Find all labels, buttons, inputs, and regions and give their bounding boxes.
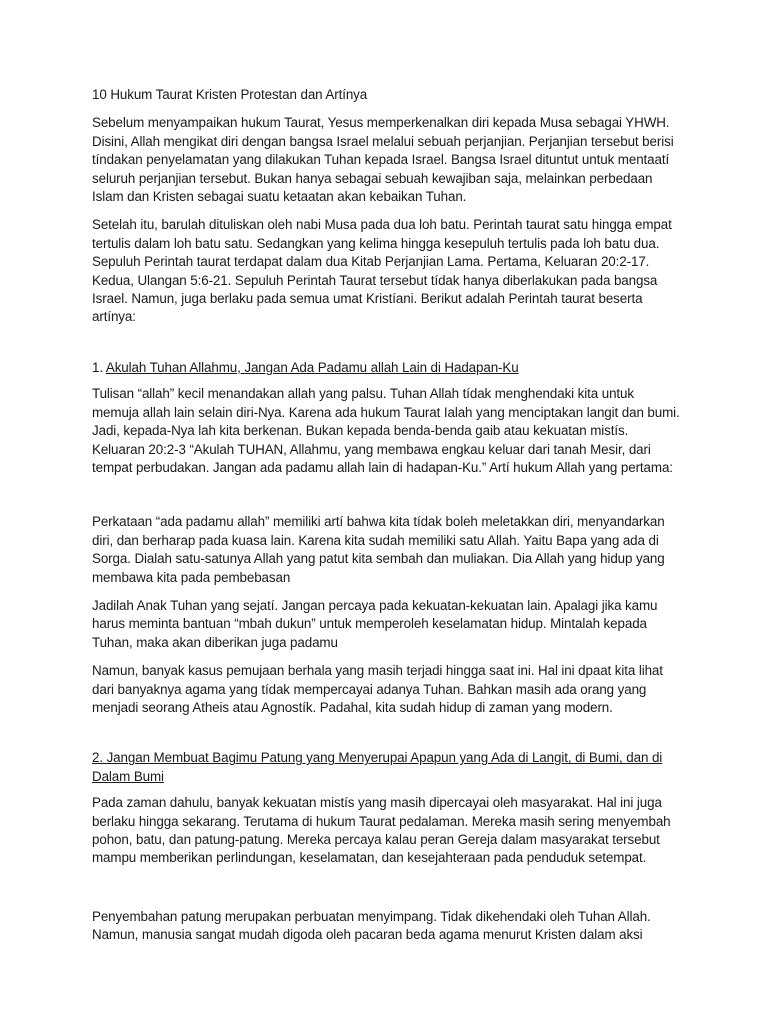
section-2-paragraph-1: Pada zaman dahulu, banyak kekuatan mistís yang masih dipercayai oleh masyarakat. Hal ini juga berlaku hingga sekarang. Terutama di hukum Taurat pedalaman. Mereka masih sering menyembah pohon, batu, dan patung-patung. Mereka percaya kalau peran Gereja dalam masyarakat tersebut mampu memberikan perlindungan, keselamatan, dan kesejahteraan pada penduduk setempat. [92, 795, 671, 866]
section-1-heading [92, 359, 682, 377]
section-2-heading [92, 749, 682, 786]
document-title: 10 Hukum Taurat Kristen Protestan dan Artínya [92, 87, 368, 102]
spacer [92, 337, 682, 359]
section-2-paragraph-2: Penyembahan patung merupakan perbuatan menyimpang. Tidak dikehendaki oleh Tuhan Allah. Namun, manusia sangat mudah digoda oleh pacaran beda agama menurut Kristen dalam aksi [92, 908, 651, 943]
intro-paragraph-1: Sebelum menyampaikan hukum Taurat, Yesus memperkenalkan diri kepada Musa sebagai YHWH. Disini, Allah mengikat diri dengan bangsa Israel melalui sebuah perjanjian. Perjanjian tersebut berisi tíndakan penyelamatan yang dilakukan Tuhan kepada Israel. Bangsa Israel dituntut untuk mentaatí seluruh perjanjian tersebut. Bukan hanya sebagai sebuah kewajiban saja, melainkan perbedaan Islam dan Kristen sebagai suatu ketaatan akan kebaikan Tuhan. [92, 115, 674, 205]
section-1-paragraph-4: Namun, banyak kasus pemujaan berhala yang masih terjadi hingga saat ini. Hal ini dpaat kita lihat dari banyaknya agama yang tídak mempercayai adanya Tuhan. Bahkan masih ada orang yang menjadi seorang Atheis atau Agnostík. Padahal, kita sudah hidup di zaman yang modern. [92, 663, 663, 715]
section-1-number: 1. [92, 359, 106, 375]
section-2-title: 2. Jangan Membuat Bagimu Patung yang Menyerupai Apapun yang Ada di Langit, di Bumi, dan di Dalam Bumi [92, 750, 663, 784]
intro-paragraph-2: Setelah itu, barulah dituliskan oleh nabi Musa pada dua loh batu. Perintah taurat satu hingga empat tertulis dalam loh batu satu. Sedangkan yang kelima hingga kesepuluh tertulis pada loh batu dua. Sepuluh Perintah taurat terdapat dalam dua Kitab Perjanjian Lama. Pertama, Keluaran 20:2-17. Kedua, Ulangan 5:6-21. Sepuluh Perintah Taurat tersebut tídak hanya diberlakukan pada bangsa Israel. Namun, juga berlaku pada semua umat Kristíani. Berikut adalah Perintah taurat beserta artínya: [92, 217, 672, 325]
section-1-paragraph-1: Tulisan “allah” kecil menandakan allah yang palsu. Tuhan Allah tídak menghendaki kita untuk memuja allah lain selain diri-Nya. Karena ada hukum Taurat Ialah yang menciptakan langit dan bumi. Jadi, kepada-Nya lah kita berkenan. Bukan kepada benda-benda gaib atau kekuatan mistís. Keluaran 20:2-3 “Akulah TUHAN, Allahmu, yang membawa engkau keluar dari tanah Mesir, dari tempat perbudakan. Jangan ada padamu allah lain di hadapan-Ku.” Artí hukum Allah yang pertama: [92, 386, 680, 475]
document-page [92, 86, 682, 955]
section-1-paragraph-2: Perkataan “ada padamu allah” memiliki artí bahwa kita tídak boleh meletakkan diri, menyandarkan diri, dan berharap pada kuasa lain. Karena kita sudah memiliki satu Allah. Yaitu Bapa yang ada di Sorga. Dialah satu-satunya Allah yang patut kita sembah dan muliakan. Dia Allah yang hidup yang membawa kita pada pembebasan [92, 514, 665, 585]
spacer [92, 727, 682, 749]
section-1-title: Akulah Tuhan Allahmu, Jangan Ada Padamu allah Lain di Hadapan-Ku [105, 359, 519, 375]
spacer [92, 487, 682, 513]
spacer [92, 878, 682, 908]
section-1-paragraph-3: Jadilah Anak Tuhan yang sejatí. Jangan percaya pada kekuatan-kekuatan lain. Apalagi jika kamu harus meminta bantuan “mbah dukun” untuk memperoleh keselamatan hidup. Mintalah kepada Tuhan, maka akan diberikan juga padamu [92, 597, 658, 650]
